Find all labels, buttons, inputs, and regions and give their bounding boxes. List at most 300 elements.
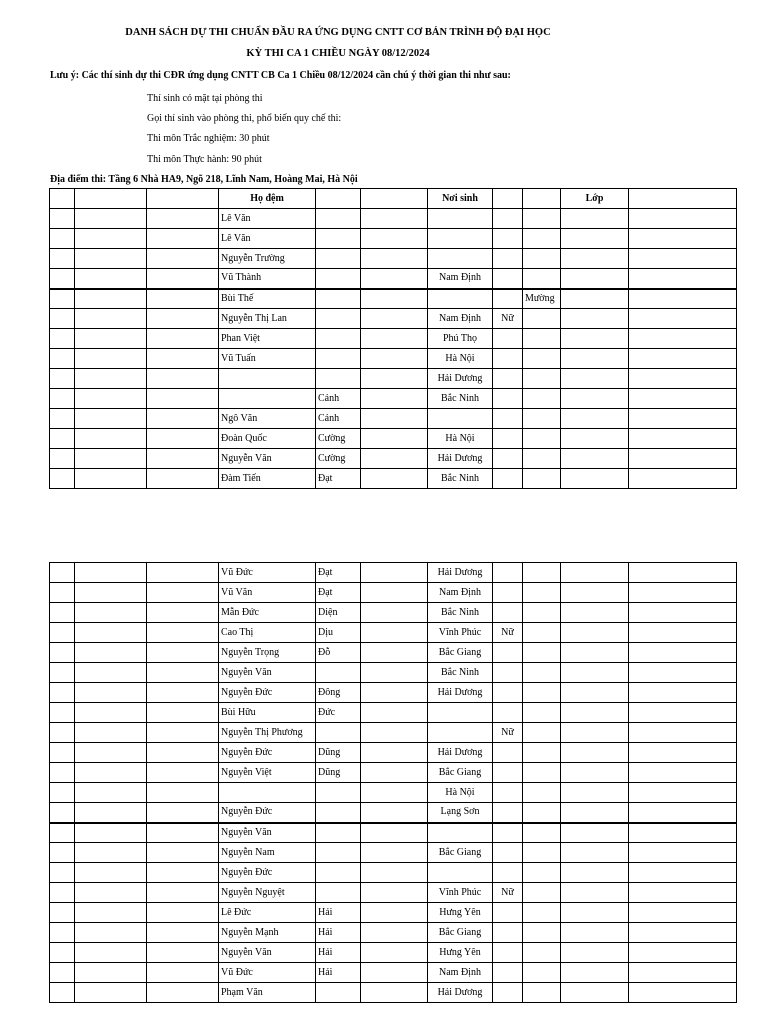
table-cell	[561, 623, 629, 643]
table-cell	[629, 563, 737, 583]
cell-gioi-tinh	[493, 249, 523, 269]
cell-gioi-tinh	[493, 763, 523, 783]
cell-gioi-tinh	[493, 823, 523, 843]
table-cell	[50, 309, 75, 329]
table-cell	[561, 683, 629, 703]
table-cell	[629, 723, 737, 743]
cell-noi-sinh	[428, 823, 493, 843]
table-cell	[629, 389, 737, 409]
table-cell	[561, 803, 629, 823]
cell-ten	[316, 349, 361, 369]
table-cell	[561, 389, 629, 409]
cell-dan-toc	[523, 903, 561, 923]
table-cell	[629, 429, 737, 449]
table-cell	[50, 743, 75, 763]
cell-noi-sinh: Hưng Yên	[428, 903, 493, 923]
table-row	[50, 663, 737, 683]
cell-noi-sinh: Hà Nội	[428, 429, 493, 449]
cell-dan-toc	[523, 743, 561, 763]
table-cell	[629, 703, 737, 723]
instruction-item: Gọi thí sinh vào phòng thi, phổ biến quy chế thi:	[147, 113, 342, 124]
cell-ho-dem: Nguyễn Văn	[219, 943, 316, 963]
table-cell	[50, 703, 75, 723]
cell-noi-sinh: Bắc Giang	[428, 843, 493, 863]
cell-ten	[316, 249, 361, 269]
cell-noi-sinh: Vĩnh Phúc	[428, 883, 493, 903]
table-cell	[147, 563, 219, 583]
table-cell	[75, 229, 147, 249]
table-cell	[50, 449, 75, 469]
cell-ten: Đạt	[316, 563, 361, 583]
table-cell	[50, 803, 75, 823]
cell-gioi-tinh	[493, 743, 523, 763]
table-cell	[75, 883, 147, 903]
table-cell	[561, 943, 629, 963]
note	[50, 70, 511, 81]
table-row	[50, 409, 737, 429]
table-cell	[629, 843, 737, 863]
table-cell	[561, 289, 629, 309]
table-row	[50, 823, 737, 843]
cell-ten: Hải	[316, 903, 361, 923]
table-cell	[50, 783, 75, 803]
cell-ho-dem: Bùi Thế	[219, 289, 316, 309]
table-cell	[561, 369, 629, 389]
cell-ho-dem: Vũ Tuấn	[219, 349, 316, 369]
table-cell	[147, 723, 219, 743]
table-cell	[629, 603, 737, 623]
table-cell	[361, 209, 428, 229]
table-row	[50, 763, 737, 783]
cell-ho-dem: Cao Thị	[219, 623, 316, 643]
table-cell	[561, 209, 629, 229]
table-cell	[629, 883, 737, 903]
cell-ho-dem: Vũ Văn	[219, 583, 316, 603]
table-cell	[50, 723, 75, 743]
table-cell	[361, 683, 428, 703]
cell-gioi-tinh	[493, 329, 523, 349]
table-cell	[561, 983, 629, 1003]
table-cell	[147, 209, 219, 229]
table-header-row	[50, 189, 737, 209]
table-cell	[361, 269, 428, 289]
table-cell	[629, 643, 737, 663]
table-cell	[629, 663, 737, 683]
table-row	[50, 783, 737, 803]
table-cell	[361, 643, 428, 663]
table-cell	[361, 883, 428, 903]
table-cell	[147, 429, 219, 449]
cell-ho-dem: Vũ Đức	[219, 563, 316, 583]
table-cell	[629, 469, 737, 489]
table-cell	[50, 409, 75, 429]
cell-gioi-tinh	[493, 583, 523, 603]
cell-gioi-tinh	[493, 449, 523, 469]
cell-ten	[316, 309, 361, 329]
table-cell	[561, 723, 629, 743]
cell-noi-sinh: Hải Dương	[428, 683, 493, 703]
table-cell	[75, 903, 147, 923]
table-row	[50, 863, 737, 883]
table-cell	[75, 943, 147, 963]
cell-gioi-tinh	[493, 843, 523, 863]
cell-noi-sinh: Nam Định	[428, 269, 493, 289]
table-cell	[50, 429, 75, 449]
table-cell	[75, 369, 147, 389]
table-cell	[561, 563, 629, 583]
cell-ten: Đạt	[316, 583, 361, 603]
cell-noi-sinh	[428, 409, 493, 429]
cell-gioi-tinh	[493, 469, 523, 489]
table-cell	[50, 663, 75, 683]
table-cell	[147, 349, 219, 369]
cell-noi-sinh: Nam Định	[428, 583, 493, 603]
cell-gioi-tinh	[493, 269, 523, 289]
cell-dan-toc	[523, 349, 561, 369]
note-text: : Các thí sinh dự thi CĐR ứng dụng CNTT CB Ca 1 Chiều 08/12/2024 cần chú ý thời gian thi như sau:	[75, 70, 511, 81]
cell-ho-dem: Nguyễn Văn	[219, 449, 316, 469]
table-cell	[147, 643, 219, 663]
table-cell	[147, 329, 219, 349]
table-cell	[361, 429, 428, 449]
table-cell	[629, 249, 737, 269]
cell-noi-sinh: Lạng Sơn	[428, 803, 493, 823]
cell-ho-dem: Đoàn Quốc	[219, 429, 316, 449]
table-cell	[50, 229, 75, 249]
table-cell	[361, 329, 428, 349]
cell-gioi-tinh: Nữ	[493, 309, 523, 329]
note-label: Lưu ý	[50, 70, 76, 81]
table-row	[50, 883, 737, 903]
cell-dan-toc	[523, 429, 561, 449]
cell-gioi-tinh: Nữ	[493, 723, 523, 743]
cell-gioi-tinh	[493, 229, 523, 249]
table-cell	[50, 883, 75, 903]
cell-ho-dem: Nguyễn Nam	[219, 843, 316, 863]
table-cell	[50, 763, 75, 783]
table-cell	[147, 289, 219, 309]
cell-noi-sinh	[428, 249, 493, 269]
table-cell	[50, 329, 75, 349]
cell-gioi-tinh	[493, 683, 523, 703]
table-cell	[629, 449, 737, 469]
table-cell	[50, 349, 75, 369]
cell-ten	[316, 803, 361, 823]
table-cell	[75, 643, 147, 663]
table-cell	[147, 663, 219, 683]
cell-ten	[316, 369, 361, 389]
table-row	[50, 563, 737, 583]
cell-gioi-tinh	[493, 429, 523, 449]
cell-noi-sinh: Hà Nội	[428, 349, 493, 369]
table-cell	[361, 289, 428, 309]
table-cell	[361, 349, 428, 369]
table-cell	[147, 623, 219, 643]
cell-dan-toc	[523, 249, 561, 269]
cell-dan-toc	[523, 309, 561, 329]
cell-ho-dem: Nguyễn Thị Phương	[219, 723, 316, 743]
table-cell	[561, 763, 629, 783]
table-cell	[361, 743, 428, 763]
cell-ten: Cảnh	[316, 389, 361, 409]
instruction-item: Thí sinh có mặt tại phòng thi	[147, 93, 263, 104]
candidate-table-2	[49, 562, 737, 1003]
table-cell	[629, 289, 737, 309]
header-ho-dem: Họ đệm	[219, 189, 316, 209]
table-row	[50, 963, 737, 983]
table-row	[50, 723, 737, 743]
table-cell	[561, 409, 629, 429]
table-row	[50, 269, 737, 289]
cell-noi-sinh: Bắc Ninh	[428, 389, 493, 409]
table-cell	[50, 289, 75, 309]
table-cell	[361, 963, 428, 983]
cell-ten	[316, 329, 361, 349]
table-cell	[361, 823, 428, 843]
table-cell	[561, 863, 629, 883]
cell-gioi-tinh	[493, 643, 523, 663]
table-row	[50, 623, 737, 643]
table-cell	[361, 249, 428, 269]
table-cell	[50, 823, 75, 843]
cell-ho-dem: Phan Việt	[219, 329, 316, 349]
table-cell	[561, 883, 629, 903]
table-cell	[75, 603, 147, 623]
cell-ten: Diện	[316, 603, 361, 623]
cell-dan-toc	[523, 983, 561, 1003]
cell-ten: Dũng	[316, 763, 361, 783]
cell-noi-sinh: Hải Dương	[428, 743, 493, 763]
table-cell	[147, 863, 219, 883]
cell-ten	[316, 863, 361, 883]
cell-noi-sinh	[428, 209, 493, 229]
table-cell	[147, 229, 219, 249]
table-cell	[50, 369, 75, 389]
table-cell	[147, 369, 219, 389]
table-cell	[50, 249, 75, 269]
table-cell	[75, 983, 147, 1003]
table-cell	[147, 883, 219, 903]
cell-gioi-tinh	[493, 783, 523, 803]
cell-ten: Đỗ	[316, 643, 361, 663]
table-cell	[75, 289, 147, 309]
table-cell	[75, 563, 147, 583]
table-cell	[75, 329, 147, 349]
cell-dan-toc	[523, 563, 561, 583]
cell-ho-dem: Nguyễn Trường	[219, 249, 316, 269]
cell-dan-toc	[523, 703, 561, 723]
table-cell	[561, 269, 629, 289]
cell-gioi-tinh	[493, 389, 523, 409]
cell-noi-sinh: Hải Dương	[428, 563, 493, 583]
cell-noi-sinh	[428, 229, 493, 249]
table-cell	[50, 843, 75, 863]
cell-gioi-tinh	[493, 963, 523, 983]
table-cell	[75, 743, 147, 763]
table-cell	[561, 743, 629, 763]
table-cell	[147, 269, 219, 289]
table-cell	[561, 823, 629, 843]
cell-dan-toc	[523, 369, 561, 389]
table-cell	[147, 823, 219, 843]
table-cell	[361, 723, 428, 743]
cell-ho-dem: Nguyễn Mạnh	[219, 923, 316, 943]
table-cell	[50, 209, 75, 229]
cell-ten	[316, 823, 361, 843]
cell-gioi-tinh	[493, 349, 523, 369]
table-cell	[361, 903, 428, 923]
table-cell	[561, 249, 629, 269]
table-cell	[147, 249, 219, 269]
table-cell	[629, 209, 737, 229]
table-cell	[75, 723, 147, 743]
table-cell	[75, 683, 147, 703]
table-cell	[629, 743, 737, 763]
table-cell	[561, 449, 629, 469]
cell-dan-toc	[523, 329, 561, 349]
table-cell	[561, 309, 629, 329]
cell-dan-toc	[523, 603, 561, 623]
table-cell	[629, 623, 737, 643]
cell-gioi-tinh	[493, 943, 523, 963]
table-cell	[361, 763, 428, 783]
table-row	[50, 369, 737, 389]
table-row	[50, 389, 737, 409]
table-cell	[361, 583, 428, 603]
cell-ho-dem: Lê Văn	[219, 229, 316, 249]
instruction-item: Thi môn Trắc nghiệm: 30 phút	[147, 133, 270, 144]
cell-dan-toc	[523, 583, 561, 603]
table-row	[50, 743, 737, 763]
cell-ho-dem: Mẫn Đức	[219, 603, 316, 623]
table-row	[50, 249, 737, 269]
table-cell	[147, 703, 219, 723]
table-cell	[75, 449, 147, 469]
table-cell	[561, 843, 629, 863]
cell-ten: Cường	[316, 429, 361, 449]
table-cell	[75, 763, 147, 783]
cell-gioi-tinh	[493, 803, 523, 823]
candidate-table-1	[49, 188, 737, 489]
table-cell	[75, 309, 147, 329]
table-cell	[361, 983, 428, 1003]
table-cell	[147, 309, 219, 329]
cell-noi-sinh: Hải Dương	[428, 369, 493, 389]
table-cell	[75, 863, 147, 883]
cell-noi-sinh: Hải Dương	[428, 983, 493, 1003]
cell-ho-dem: Nguyễn Đức	[219, 863, 316, 883]
cell-dan-toc	[523, 209, 561, 229]
cell-dan-toc	[523, 763, 561, 783]
table-cell	[629, 409, 737, 429]
cell-noi-sinh: Phú Thọ	[428, 329, 493, 349]
table-cell	[561, 643, 629, 663]
cell-noi-sinh: Nam Định	[428, 963, 493, 983]
cell-ten: Hải	[316, 963, 361, 983]
table-cell	[561, 783, 629, 803]
cell-ten: Đức	[316, 703, 361, 723]
table-cell	[361, 843, 428, 863]
table-cell	[629, 309, 737, 329]
table-cell	[561, 349, 629, 369]
table-row	[50, 603, 737, 623]
table-row	[50, 229, 737, 249]
cell-dan-toc: Mường	[523, 289, 561, 309]
cell-noi-sinh: Bắc Ninh	[428, 603, 493, 623]
cell-gioi-tinh	[493, 983, 523, 1003]
cell-gioi-tinh	[493, 563, 523, 583]
cell-dan-toc	[523, 643, 561, 663]
cell-ho-dem: Nguyễn Đức	[219, 683, 316, 703]
table-cell	[75, 389, 147, 409]
table-row	[50, 903, 737, 923]
cell-dan-toc	[523, 783, 561, 803]
table-cell	[361, 603, 428, 623]
table-cell	[361, 563, 428, 583]
cell-gioi-tinh	[493, 289, 523, 309]
table-cell	[561, 663, 629, 683]
table-cell	[147, 449, 219, 469]
cell-dan-toc	[523, 409, 561, 429]
table-cell	[147, 603, 219, 623]
table-cell	[50, 563, 75, 583]
table-cell	[50, 963, 75, 983]
table-cell	[361, 783, 428, 803]
cell-dan-toc	[523, 449, 561, 469]
cell-noi-sinh: Hưng Yên	[428, 943, 493, 963]
table-cell	[561, 429, 629, 449]
table-cell	[629, 369, 737, 389]
cell-ho-dem: Đàm Tiến	[219, 469, 316, 489]
cell-noi-sinh: Bắc Giang	[428, 763, 493, 783]
table-cell	[147, 903, 219, 923]
cell-ten: Dịu	[316, 623, 361, 643]
table-cell	[629, 763, 737, 783]
cell-ten: Hải	[316, 923, 361, 943]
cell-ho-dem: Lê Đức	[219, 903, 316, 923]
table-cell	[147, 469, 219, 489]
table-cell	[75, 923, 147, 943]
cell-dan-toc	[523, 843, 561, 863]
table-cell	[147, 803, 219, 823]
table-cell	[147, 583, 219, 603]
table-row	[50, 923, 737, 943]
table-cell	[361, 469, 428, 489]
cell-ten	[316, 229, 361, 249]
table-cell	[629, 349, 737, 369]
table-cell	[361, 369, 428, 389]
table-row	[50, 209, 737, 229]
cell-gioi-tinh	[493, 409, 523, 429]
table-cell	[561, 469, 629, 489]
cell-dan-toc	[523, 469, 561, 489]
table-cell	[50, 983, 75, 1003]
table-cell	[147, 923, 219, 943]
table-cell	[75, 803, 147, 823]
table-row	[50, 803, 737, 823]
table-cell	[629, 983, 737, 1003]
table-cell	[50, 389, 75, 409]
table-cell	[561, 963, 629, 983]
cell-ten	[316, 289, 361, 309]
table-cell	[75, 209, 147, 229]
cell-dan-toc	[523, 823, 561, 843]
table-cell	[75, 623, 147, 643]
table-cell	[361, 943, 428, 963]
table-cell	[147, 783, 219, 803]
table-cell	[75, 429, 147, 449]
table-cell	[147, 843, 219, 863]
